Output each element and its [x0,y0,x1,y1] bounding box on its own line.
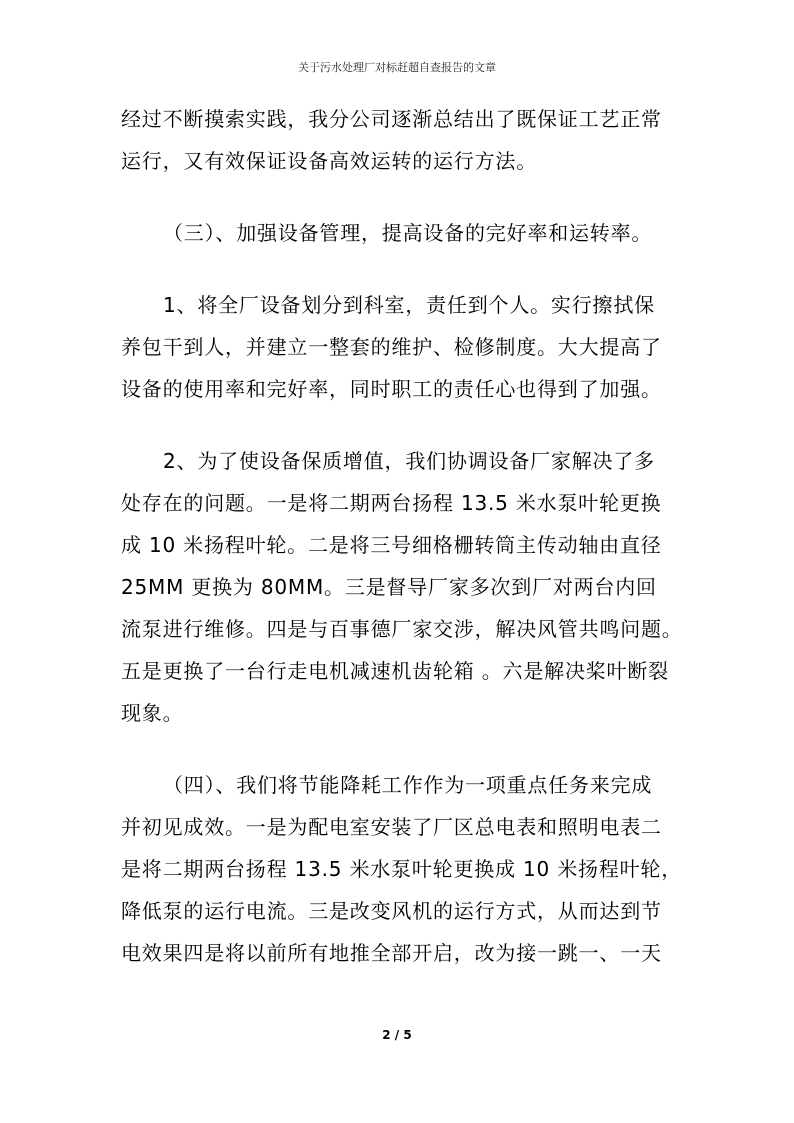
text-line: 五是更换了一台行走电机减速机齿轮箱 。六是解决桨叶断裂 [121,659,669,683]
text-line: 是将二期两台扬程 13.5 米水泵叶轮更换成 10 米扬程叶轮， [121,857,683,881]
paragraph-4 [121,440,683,734]
section-heading: （三）、加强设备管理，提高设备的完好率和运转率。 [163,221,653,245]
paragraph-1 [121,98,677,182]
text-line: 经过不断摸索实践，我分公司逐渐总结出了既保证工艺正常 [121,107,662,131]
paragraph-5 [121,764,683,974]
text-line: 2、为了使设备保质增值，我们协调设备厂家解决了多 [163,449,655,473]
text-line: 成 10 米扬程叶轮。二是将三号细格栅转筒主传动轴由直径 [121,533,662,557]
paragraph-3 [121,284,677,410]
text-line: （四）、我们将节能降耗工作作为一项重点任务来完成 [163,773,653,797]
text-line: 养包干到人，并建立一整套的维护、检修制度。大大提高了 [121,335,662,359]
document-body [121,98,683,974]
text-line: 设备的使用率和完好率，同时职工的责任心也得到了加强。 [121,377,662,401]
text-line: 现象。 [121,701,184,725]
text-line: 处存在的问题。一是将二期两台扬程 13.5 米水泵叶轮更换 [121,491,662,515]
text-line: 25MM 更换为 80MM。三是督导厂家多次到厂对两台内回 [121,575,657,599]
text-line: 降低泵的运行电流。三是改变风机的运行方式，从而达到节 [121,899,662,923]
text-line: 并初见成效。一是为配电室安装了厂区总电表和照明电表二 [121,815,662,839]
paragraph-2-heading [121,212,677,254]
page-number: 2 / 5 [382,1028,412,1042]
text-line: 电效果四是将以前所有地推全部开启，改为接一跳一、一天 [121,941,662,965]
page-header: 关于污水处理厂对标赶超自查报告的文章 [298,61,496,74]
text-line: 流泵进行维修。四是与百事德厂家交涉，解决风管共鸣问题。 [121,617,683,641]
text-line: 运行，又有效保证设备高效运转的运行方法。 [121,149,537,173]
text-line: 1、将全厂设备划分到科室，责任到个人。实行擦拭保 [163,293,655,317]
